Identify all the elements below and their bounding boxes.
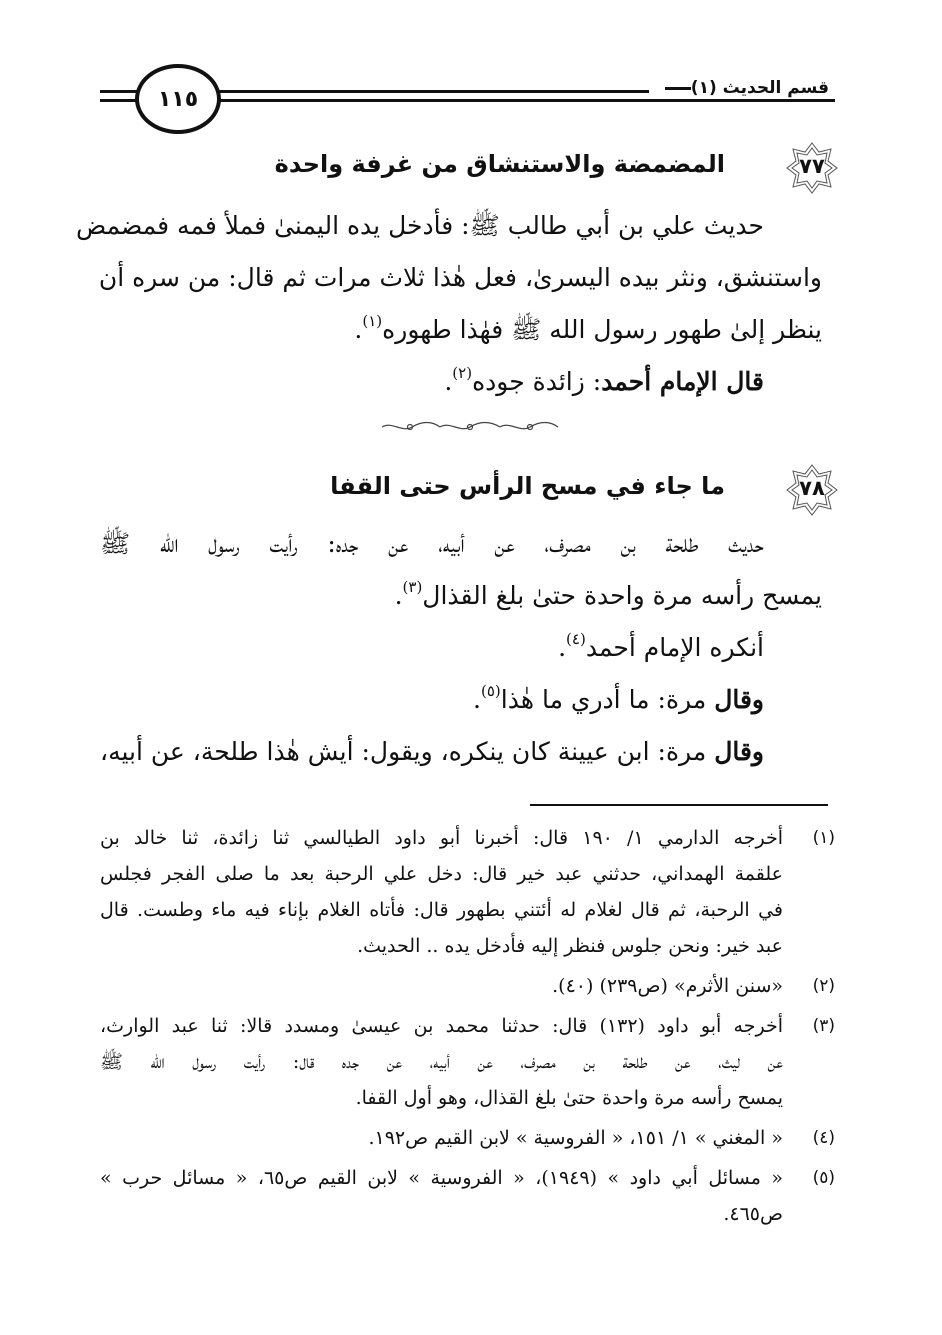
text-line: [100, 356, 822, 408]
header-rule: [195, 99, 835, 102]
text-span: ينظر إلىٰ طهور رسول الله ﷺ فهٰذا طهوره: [382, 315, 822, 344]
bold-speaker: وقال: [714, 685, 764, 714]
footnote-number: (٣): [812, 1016, 835, 1036]
text-span: مرة: ما أدري ما هٰذا: [500, 685, 715, 714]
footnote-line: أخرجه أبو داود (١٣٢) قال: حدثنا محمد بن عيسىٰ ومسدد قالا: ثنا عبد الوارث،: [100, 1015, 783, 1037]
end-punct: .: [394, 581, 403, 610]
text-line: [100, 674, 822, 726]
footnote-ref: (١): [362, 312, 383, 330]
section-number-badge: [784, 140, 840, 196]
text-span: : زائدة جوده: [472, 367, 602, 396]
footnote-number: (٤): [812, 1128, 835, 1148]
text-line: حديث طلحة بن مصرف، عن أبيه، عن جده: رأيت رسول الله ﷺ: [100, 529, 764, 558]
end-punct: .: [444, 367, 453, 396]
section-body-78: [100, 518, 822, 778]
footnote-ref: (٥): [480, 682, 501, 700]
running-title-dash: [665, 87, 691, 90]
page-number: [135, 64, 221, 134]
footnote-ref: (٤): [566, 630, 586, 648]
section-title: ما جاء في مسح الرأس حتى القفا: [330, 472, 725, 500]
footnote-number: (٢): [812, 976, 835, 996]
section-title: المضمضة والاستنشاق من غرفة واحدة: [274, 150, 725, 178]
footnote-line: عبد خير: ونحن جلوس فنظر إليه فأدخل يده .. الحديث.: [357, 935, 783, 957]
footnote-line: في الرحبة، ثم قال لغلام له أئتني بطهور قال: فأتاه الغلام بإناء فيه ماء وطست. قال: [100, 899, 783, 921]
section-number-badge: [784, 462, 840, 518]
footnote: [100, 1160, 835, 1232]
section-number: ٧٨: [799, 476, 825, 500]
footnote: [100, 968, 835, 1004]
footnote-line: يمسح رأسه مرة واحدة حتىٰ بلغ القذال، وهو أول القفا.: [355, 1087, 783, 1109]
bold-speaker: قال الإمام أحمد: [601, 367, 764, 396]
footnotes: [100, 820, 835, 1232]
header-rule: [100, 90, 140, 93]
section-number: ٧٧: [799, 154, 825, 178]
running-title: [649, 78, 835, 98]
footnote: [100, 1120, 835, 1156]
footnote-line: « المغني » ١/ ١٥١، « الفروسية » لابن القيم ص١٩٢.: [368, 1127, 783, 1149]
footnote: [100, 820, 835, 964]
ornamental-divider-icon: [380, 420, 560, 434]
text-line: [100, 570, 822, 622]
footnote-line: أخرجه الدارمي ١/ ١٩٠ قال: أخبرنا أبو داود الطيالسي ثنا زائدة، ثنا خالد بن: [100, 827, 783, 849]
header-rule: [100, 99, 140, 102]
text-span: يمسح رأسه مرة واحدة حتىٰ بلغ القذال: [422, 581, 822, 610]
footnote-line: «سنن الأثرم» (ص٢٣٩) (٤٠).: [552, 975, 783, 997]
text-line: [100, 726, 822, 778]
end-punct: .: [473, 685, 481, 714]
text-span: مرة: ابن عيينة كان ينكره، ويقول: أيش هٰذا طلحة، عن أبيه،: [100, 737, 715, 766]
footnote-separator: [530, 804, 828, 806]
footnote: [100, 1008, 835, 1116]
text-line: [100, 622, 822, 674]
text-line: حديث علي بن أبي طالب ﷺ: فأدخل يده اليمنىٰ فملأ فمه فمضمض: [75, 211, 764, 240]
running-title-text: قسم الحديث (١): [690, 78, 829, 98]
page-header: [100, 62, 835, 130]
bold-speaker: وقال: [714, 737, 764, 766]
text-line: [100, 304, 822, 356]
end-punct: .: [354, 315, 363, 344]
footnote-number: (٥): [812, 1168, 835, 1188]
text-span: أنكره الإمام أحمد: [585, 633, 764, 662]
footnote-line: عن ليث، عن طلحة بن مصرف، عن أبيه، عن جده قال: رأيت رسول الله ﷺ: [100, 1051, 783, 1073]
text-line: واستنشق، ونثر بيده اليسرىٰ، فعل هٰذا ثلاث مرات ثم قال: من سره أن: [98, 263, 822, 292]
footnote-ref: (٢): [452, 364, 473, 382]
footnote-line: ص٤٦٥.: [723, 1203, 783, 1225]
end-punct: .: [558, 633, 567, 662]
section-heading-77: [100, 140, 840, 200]
page-number-text: ١١٥: [157, 86, 199, 112]
section-heading-78: [100, 462, 840, 522]
footnote-line: علقمة الهمداني، حدثني عبد خير قال: دخل علي الرحبة بعد ما صلى الفجر فجلس: [100, 863, 783, 885]
footnote-number: (١): [812, 828, 835, 848]
section-body-77: [75, 200, 822, 408]
footnote-ref: (٣): [402, 578, 423, 596]
footnote-line: « مسائل أبي داود » (١٩٤٩)، « الفروسية » لابن القيم ص٦٥، « مسائل حرب »: [100, 1167, 784, 1189]
